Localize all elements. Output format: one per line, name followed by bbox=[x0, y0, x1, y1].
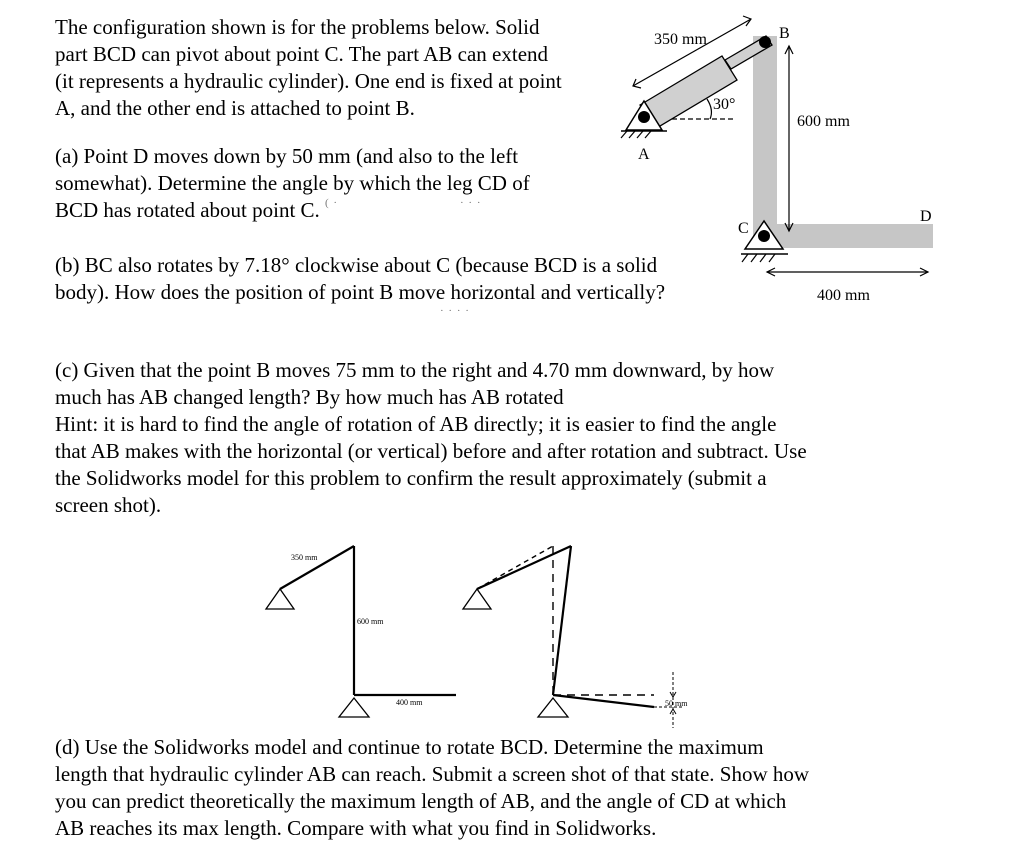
label-point-d: D bbox=[920, 208, 932, 225]
label-angle: 30° bbox=[713, 96, 736, 113]
part-b-line-1: (b) BC also rotates by 7.18° clockwise about C (because BCD is a solid bbox=[55, 253, 658, 277]
part-c-line-3: Hint: it is hard to find the angle of rotation of AB directly; it is easier to find the angle bbox=[55, 412, 777, 436]
part-d-line-3: you can predict theoretically the maximum length of AB, and the angle of CD at which bbox=[55, 789, 787, 813]
part-c-line-1: (c) Given that the point B moves 75 mm to the right and 4.70 mm downward, by how bbox=[55, 358, 775, 382]
label-point-b: B bbox=[779, 25, 790, 42]
sketch-label-cd: 400 mm bbox=[396, 698, 423, 707]
intro-line-1: The configuration shown is for the problems below. Solid bbox=[55, 15, 540, 39]
handwriting-fragment: · · · · bbox=[440, 305, 470, 317]
part-d-line-2: length that hydraulic cylinder AB can reach. Submit a screen shot of that state. Show how bbox=[55, 762, 810, 786]
part-c-line-2: much has AB changed length? By how much has AB rotated bbox=[55, 385, 564, 409]
part-a-line-2: somewhat). Determine the angle by which the leg CD of bbox=[55, 171, 530, 195]
part-d-line-4: AB reaches its max length. Compare with what you find in Solidworks. bbox=[55, 816, 657, 840]
part-c-line-5: the Solidworks model for this problem to confirm the result approximately (submit a bbox=[55, 466, 767, 490]
sketch-rotated bbox=[463, 546, 684, 728]
part-d-line-1: (d) Use the Solidworks model and continue to rotate BCD. Determine the maximum bbox=[55, 735, 764, 759]
intro-line-4: A, and the other end is attached to point B. bbox=[55, 96, 415, 120]
intro-line-3: (it represents a hydraulic cylinder). One end is fixed at point bbox=[55, 69, 562, 93]
sketch-original bbox=[266, 546, 456, 717]
label-cd-length: 400 mm bbox=[817, 287, 870, 304]
part-a-line-3: BCD has rotated about point C. bbox=[55, 198, 320, 222]
sketch-label-bc: 600 mm bbox=[357, 617, 384, 626]
label-ab-length: 350 mm bbox=[654, 31, 707, 48]
label-point-a: A bbox=[638, 146, 650, 163]
sketch-label-drop: 50 mm bbox=[665, 699, 688, 708]
handwriting-fragment: ( · bbox=[325, 197, 339, 209]
part-c-line-6: screen shot). bbox=[55, 493, 162, 517]
sketch-label-ab: 350 mm bbox=[291, 553, 318, 562]
part-c-line-4: that AB makes with the horizontal (or vertical) before and after rotation and subtract. Use bbox=[55, 439, 807, 463]
handwriting-fragment: · · · bbox=[460, 197, 482, 209]
part-b-line-2: body). How does the position of point B move horizontal and vertically? bbox=[55, 280, 666, 304]
label-bc-length: 600 mm bbox=[797, 113, 850, 130]
intro-line-2: part BCD can pivot about point C. The part AB can extend bbox=[55, 42, 549, 66]
label-point-c: C bbox=[738, 220, 749, 237]
part-a-line-1: (a) Point D moves down by 50 mm (and also to the left bbox=[55, 144, 519, 168]
